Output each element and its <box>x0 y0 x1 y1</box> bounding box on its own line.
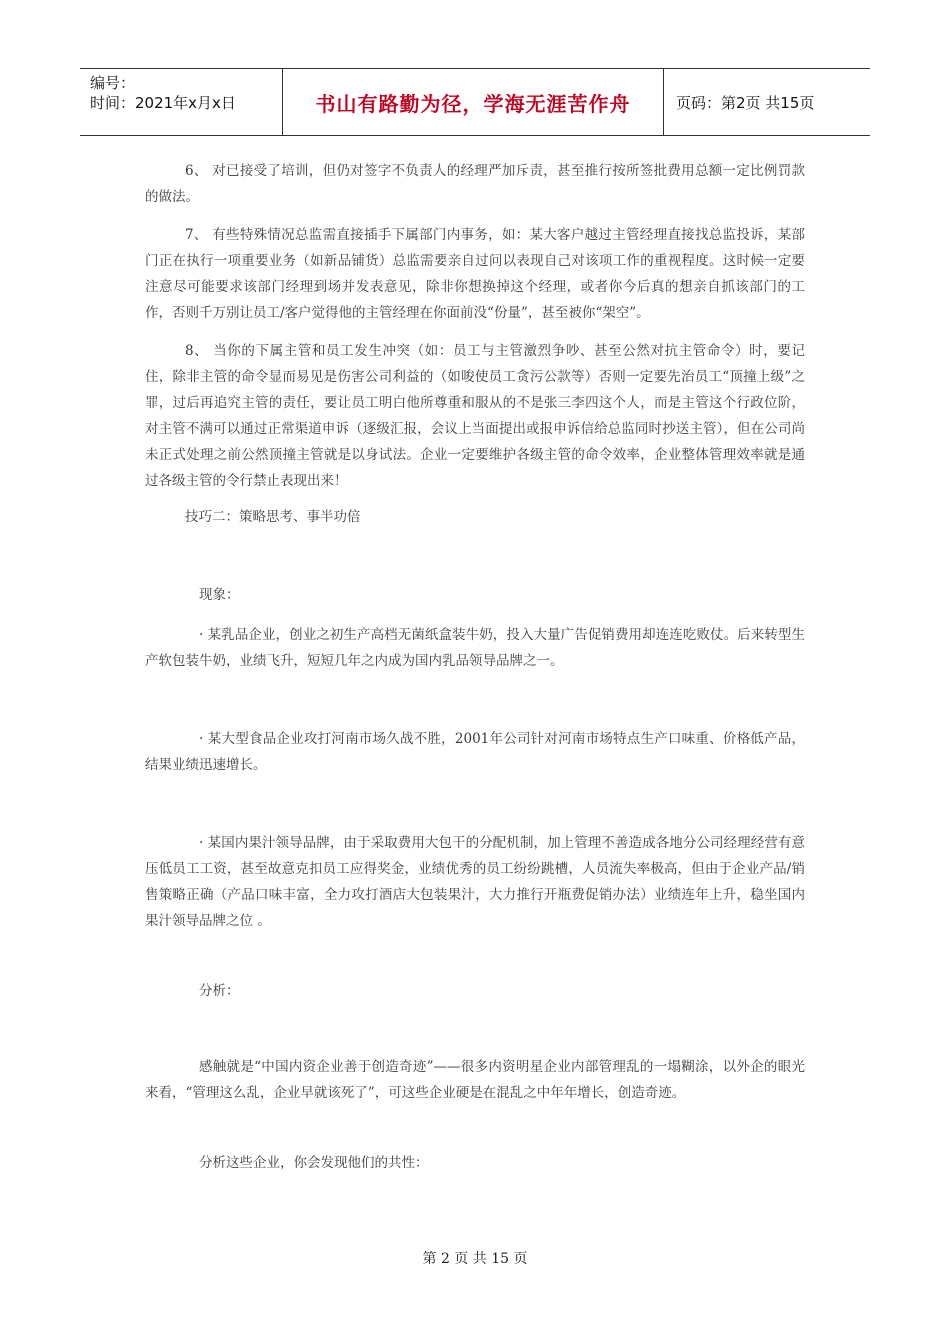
case-food: · 某大型食品企业攻打河南市场久战不胜，2001年公司针对河南市场特点生产口味重、价格低产品，结果业绩迅速增长。 <box>145 731 805 773</box>
header-motto: 书山有路勤为径，学海无涯苦作舟 <box>315 91 631 116</box>
header-meta <box>80 69 282 135</box>
header-motto-cell <box>282 69 664 135</box>
paragraph-item-7: 7、 有些特殊情况总监需直接插手下属部门内事务，如：某大客户越过主管经理直接找总监投诉，某部门正在执行一项重要业务（如新品铺货）总监需要亲自过问以表现自己对该项工作的重视程度。这时候一定要注意尽可能要求该部门经理到场并发表意见，除非你想换掉这个经理，或者你今后真的想亲自抓该部门的工作，否则千万别让员工/客户觉得他的主管经理在你面前没“份量”，甚至被你“架空”。 <box>145 227 805 321</box>
page-footer: 第 2 页 共 15 页 <box>422 1251 528 1267</box>
document-number-label: 编号： <box>90 74 136 92</box>
case-juice: · 某国内果汁领导品牌，由于采取费用大包干的分配机制，加上管理不善造成各地分公司经理经营有意压低员工工资，甚至故意克扣员工应得奖金，业绩优秀的员工纷纷跳槽，人员流失率极高，但由于企业产品/销售策略正确（产品口味丰富，全力攻打酒店大包装果汁，大力推行开瓶费促销办法）业绩连年上升，稳坐国内果汁领导品牌之位 。 <box>145 835 805 929</box>
paragraph-item-8: 8、 当你的下属主管和员工发生冲突（如：员工与主管激烈争吵、甚至公然对抗主管命令）时，要记住，除非主管的命令显而易见是伤害公司利益的（如唆使员工贪污公款等）否则一定要先治员工“顶撞上级”之罪，过后再追究主管的责任，要让员工明白他所尊重和服从的不是张三李四这个人，而是主管这个行政位阶，对主管不满可以通过正常渠道申诉（逐级汇报，会议上当面提出或报申诉信给总监同时抄送主管），但在公司尚未正式处理之前公然顶撞主管就是以身试法。企业一定要维护各级主管的命令效率，企业整体管理效率就是通过各级主管的令行禁止表现出来！ <box>145 343 805 489</box>
analysis-common-traits: 分析这些企业，你会发现他们的共性： <box>199 1155 429 1171</box>
header-page-info: 页码：第2页 共15页 <box>676 93 815 112</box>
paragraph-item-6: 6、 对已接受了培训，但仍对签字不负责人的经理严加斥责，甚至推行按所签批费用总额一定比例罚款的做法。 <box>145 163 805 205</box>
phenomenon-label: 现象： <box>199 587 240 603</box>
page-header <box>80 68 870 136</box>
case-dairy: · 某乳品企业，创业之初生产高档无菌纸盒装牛奶，投入大量广告促销费用却连连吃败仗。后来转型生产软包装牛奶，业绩飞升，短短几年之内成为国内乳品领导品牌之一。 <box>145 627 805 669</box>
section-heading: 技巧二：策略思考、事半功倍 <box>185 509 361 525</box>
document-time-label: 时间：2021年x月x日 <box>90 94 236 112</box>
analysis-paragraph: 感触就是“中国内资企业善于创造奇迹”——很多内资明星企业内部管理乱的一塌糊涂，以外企的眼光来看，“管理这么乱，企业早就该死了”，可这些企业硬是在混乱之中年年增长，创造奇迹。 <box>145 1059 805 1101</box>
analysis-label: 分析： <box>199 983 240 999</box>
document-body <box>145 150 805 1176</box>
